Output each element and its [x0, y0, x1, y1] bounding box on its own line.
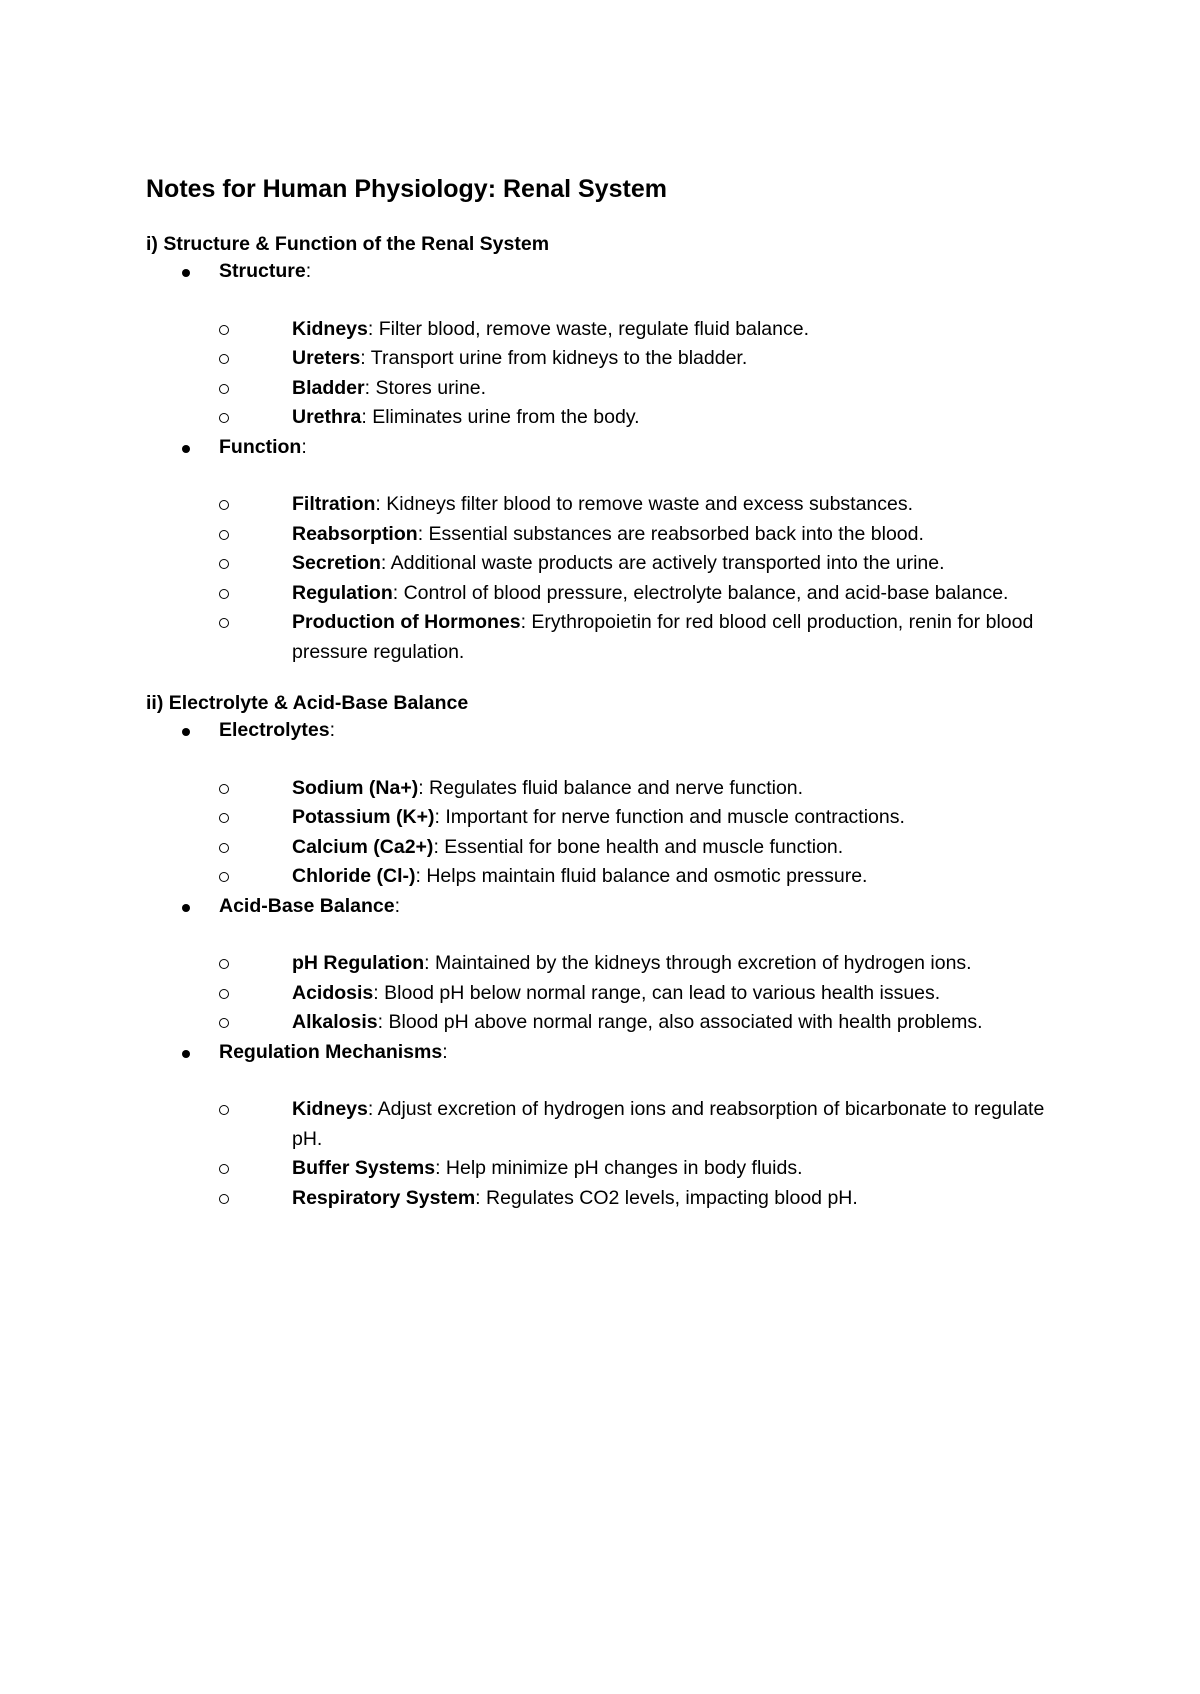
item-term: Kidneys — [292, 1098, 368, 1120]
bullet-icon — [182, 445, 190, 453]
circle-bullet-icon — [219, 559, 229, 569]
list-item — [219, 1154, 1066, 1184]
circle-bullet-icon — [219, 1018, 229, 1028]
item-text: : Regulates fluid balance and nerve function. — [418, 776, 804, 799]
list-item — [219, 520, 1066, 550]
group-item-structure: Structure: Kidneys: Filter blood, remove waste, regulate fluid balance. Ureters: Transport urine from kidneys to the bladder. Bladder: Stores urine. Urethra: Eliminates urine from the body. — [146, 257, 1066, 433]
item-text: : Help minimize pH changes in body fluids. — [435, 1157, 803, 1179]
item-text: : Filter blood, remove waste, regulate fluid balance. — [367, 317, 810, 340]
item-term: Alkalosis — [292, 1011, 378, 1033]
bullet-icon — [182, 269, 190, 277]
item-text: : Essential substances are reabsorbed back into the blood. — [417, 522, 924, 545]
group-label: Structure — [219, 260, 306, 282]
group-label: Function — [219, 435, 302, 458]
sub-list — [219, 1095, 1066, 1213]
item-term: Acidosis — [292, 981, 374, 1004]
item-text: : Blood pH above normal range, also associated with health problems. — [377, 1011, 983, 1033]
list-item — [219, 1008, 1066, 1038]
circle-bullet-icon — [219, 354, 229, 364]
sub-list — [219, 949, 1066, 1038]
list-item — [219, 344, 1066, 374]
item-term: Kidneys — [292, 317, 368, 340]
circle-bullet-icon — [219, 589, 229, 599]
item-text: : Blood pH below normal range, can lead to various health issues. — [373, 981, 941, 1004]
section-heading-structure-function: i) Structure & Function of the Renal System — [146, 233, 550, 255]
bullet-icon — [182, 1050, 190, 1058]
circle-bullet-icon — [219, 872, 229, 882]
section-heading-electrolyte-acid-base: ii) Electrolyte & Acid-Base Balance — [146, 692, 469, 714]
section-list-electrolyte-acid-base — [146, 716, 1066, 1213]
item-term: Production of Hormones — [292, 611, 521, 633]
list-item — [219, 608, 1066, 667]
circle-bullet-icon — [219, 989, 229, 999]
list-item — [219, 490, 1066, 520]
item-text: : Control of blood pressure, electrolyte balance, and acid-base balance. — [392, 581, 1009, 604]
item-term: Reabsorption — [292, 522, 418, 545]
list-item — [219, 374, 1066, 404]
item-term: Secretion — [292, 552, 381, 574]
bullet-icon — [182, 728, 190, 736]
item-text: : Adjust excretion of hydrogen ions and reabsorption of bicarbonate to regulate pH. — [292, 1098, 1045, 1150]
list-item — [219, 549, 1066, 579]
circle-bullet-icon — [219, 784, 229, 794]
group-label: Acid-Base Balance — [219, 894, 395, 917]
list-item — [219, 949, 1066, 979]
item-text: : Kidneys filter blood to remove waste and excess substances. — [375, 493, 914, 515]
item-term: Urethra — [292, 406, 362, 428]
list-item — [219, 403, 1066, 433]
list-item — [219, 774, 1066, 804]
list-item — [219, 979, 1066, 1009]
list-item — [219, 1184, 1066, 1214]
circle-bullet-icon — [219, 530, 229, 540]
circle-bullet-icon — [219, 325, 229, 335]
circle-bullet-icon — [219, 1194, 229, 1204]
circle-bullet-icon — [219, 500, 229, 510]
item-text: : Important for nerve function and muscle contractions. — [434, 806, 905, 828]
list-item — [219, 803, 1066, 833]
item-term: Calcium (Ca2+) — [292, 835, 434, 858]
list-item — [219, 833, 1066, 863]
item-term: Filtration — [292, 493, 376, 515]
bullet-icon — [182, 904, 190, 912]
item-text: : Regulates CO2 levels, impacting blood pH. — [475, 1186, 858, 1209]
item-text: : Stores urine. — [364, 376, 486, 399]
item-text: : Maintained by the kidneys through excretion of hydrogen ions. — [424, 952, 972, 974]
item-text: : Transport urine from kidneys to the bladder. — [360, 347, 748, 369]
list-item — [219, 1095, 1066, 1154]
item-term: Potassium (K+) — [292, 806, 435, 828]
circle-bullet-icon — [219, 384, 229, 394]
sub-list — [219, 315, 1066, 433]
item-term: Chloride (Cl-) — [292, 865, 416, 887]
group-label: Electrolytes — [219, 719, 330, 741]
circle-bullet-icon — [219, 618, 229, 628]
page-title: Notes for Human Physiology: Renal System — [146, 175, 667, 203]
item-term: Ureters — [292, 347, 361, 369]
sub-list — [219, 774, 1066, 892]
item-term: Bladder — [292, 376, 365, 399]
circle-bullet-icon — [219, 959, 229, 969]
circle-bullet-icon — [219, 1105, 229, 1115]
group-item-regulation-mechanisms: Regulation Mechanisms: Kidneys: Adjust excretion of hydrogen ions and reabsorption of bicarbonate to regulate pH. Buffer Systems: Help minimize pH changes in body fluids. Respiratory System: Regulates CO2 levels, impacting blood pH. — [146, 1038, 1066, 1214]
list-item — [219, 862, 1066, 892]
list-item — [219, 579, 1066, 609]
group-label: Regulation Mechanisms — [219, 1040, 443, 1063]
circle-bullet-icon — [219, 813, 229, 823]
item-text: : Erythropoietin for red blood cell production, renin for blood pressure regulation. — [292, 611, 1034, 663]
group-item-function: Function: Filtration: Kidneys filter blood to remove waste and excess substances. Reabsorption: Essential substances are reabsorbed back into the blood. Secretion: Additional waste products are actively transported into the urine. Regulation: Control of blood pressure, electrolyte balance, and acid-base balance. Production of Hormones: Erythropoietin for red blood cell production, renin for blood pressure regulation. — [146, 433, 1066, 668]
item-text: : Eliminates urine from the body. — [361, 406, 640, 428]
circle-bullet-icon — [219, 1164, 229, 1174]
item-text: : Helps maintain fluid balance and osmotic pressure. — [415, 865, 868, 887]
section-list-structure-function — [146, 257, 1066, 667]
group-item-electrolytes: Electrolytes: Sodium (Na+): Regulates fluid balance and nerve function. Potassium (K+): Important for nerve function and muscle contractions. Calcium (Ca2+): Essential for bone health and muscle function. Chloride (Cl-): Helps maintain fluid balance and osmotic pressure. — [146, 716, 1066, 892]
item-text: : Essential for bone health and muscle function. — [433, 835, 844, 858]
item-term: pH Regulation — [292, 952, 425, 974]
document-page — [146, 172, 1066, 1213]
circle-bullet-icon — [219, 843, 229, 853]
group-item-acid-base-balance: Acid-Base Balance: pH Regulation: Maintained by the kidneys through excretion of hydrogen ions. Acidosis: Blood pH below normal range, can lead to various health issues. Alkalosis: Blood pH above normal range, also associated with health problems. — [146, 892, 1066, 1038]
item-text: : Additional waste products are actively transported into the urine. — [380, 552, 945, 574]
circle-bullet-icon — [219, 413, 229, 423]
item-term: Sodium (Na+) — [292, 776, 419, 799]
item-term: Respiratory System — [292, 1186, 476, 1209]
item-term: Buffer Systems — [292, 1157, 436, 1179]
list-item — [219, 315, 1066, 345]
item-term: Regulation — [292, 581, 393, 604]
sub-list — [219, 490, 1066, 667]
